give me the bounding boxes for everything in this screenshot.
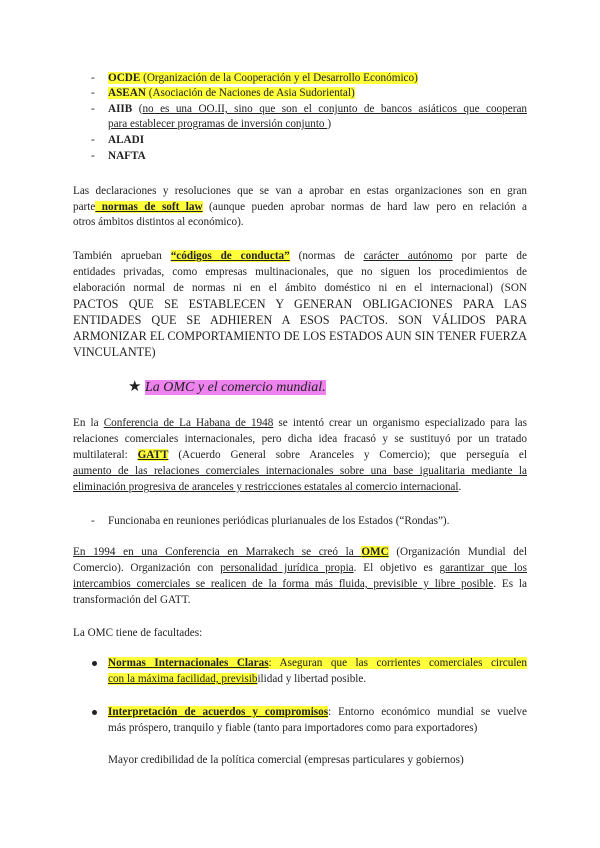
underlined-text: carácter autónomo: [363, 250, 453, 262]
list-item-aladi: ALADI: [108, 134, 145, 146]
text: multilateral:: [73, 449, 138, 461]
bullet-icon: [92, 710, 97, 715]
paragraph-line: [73, 249, 527, 264]
highlight-codigos: “códigos de conducta”: [170, 250, 290, 262]
paragraph-line: relaciones comerciales internacionales, pero dicha idea fracasó y se sustituyó por un tratado: [73, 433, 527, 445]
paragraph-line: PACTOS QUE SE ESTABLECEN Y GENERAN OBLIGACIONES PARA LAS: [73, 297, 527, 311]
text: (Acuerdo General sobre Aranceles y Comercio); que perseguía el: [168, 449, 527, 461]
underlined-text: garantizar que los: [439, 562, 527, 574]
highlighted-text: con la máxima facilidad, previsib: [108, 673, 258, 685]
paragraph-line: [73, 561, 527, 576]
paragraph-line: elaboración normal de normas ni en el ámbito doméstico ni en el internacional) (SON: [73, 282, 527, 294]
list-dash: -: [91, 103, 95, 115]
text: (aunque pueden aprobar normas de hard law pero en relación a: [202, 201, 527, 213]
underlined-text: En 1994 en una Conferencia en Marrakech se creó la: [73, 546, 362, 558]
list-desc: no es una OO.II, sino que son el conjunto de bancos asiáticos que cooperan: [142, 103, 527, 115]
underlined-text: intercambios comerciales se realicen de la forma más fluida, previsible y libre posible: [73, 578, 494, 590]
paragraph-line: transformación del GATT.: [73, 594, 191, 606]
bullet-line: más próspero, tranquilo y fiable (tanto para importadores como para exportadores): [108, 722, 478, 734]
list-item-nafta: NAFTA: [108, 150, 146, 162]
underlined-text: eliminación progresiva de aranceles y restricciones estatales al comercio internacional: [73, 481, 459, 493]
list-item-asean: [108, 86, 355, 101]
paragraph-line: La OMC tiene de facultades:: [73, 627, 203, 639]
paragraph-line: [73, 416, 527, 431]
highlight-gatt: GATT: [137, 449, 169, 461]
text: ilidad y libertad posible.: [257, 673, 367, 685]
paren: (: [132, 103, 143, 115]
highlight-normas: Normas Internacionales Claras: [108, 657, 269, 669]
list-dash: -: [91, 87, 95, 99]
text: . Es la: [493, 578, 527, 590]
highlight-interpretacion: Interpretación de acuerdos y compromisos: [108, 706, 329, 718]
bullet-line: [108, 656, 527, 671]
text: También aprueban: [73, 250, 171, 262]
list-desc: para establecer programas de inversión conjunto: [108, 118, 328, 130]
list-dash: -: [91, 515, 95, 527]
text: . El objetivo es: [353, 562, 440, 574]
text: (Organización Mundial del: [388, 546, 527, 558]
underlined-text: Conferencia de La Habana de 1948: [103, 417, 274, 429]
underlined-text: personalidad jurídica propia: [220, 562, 354, 574]
paragraph-line: ARMONIZAR EL COMPORTAMIENTO DE LOS ESTADOS AUN SIN TENER FUERZA: [73, 329, 527, 343]
bullet-icon: [92, 661, 97, 666]
paragraph-line: otros ámbitos distintos al económico).: [73, 216, 244, 228]
list-abbr: OCDE: [108, 72, 141, 84]
bullet-line: [108, 705, 527, 720]
bullet-line: Mayor credibilidad de la política comercial (empresas particulares y gobiernos): [108, 754, 464, 766]
list-dash: -: [91, 150, 95, 162]
text: .: [458, 481, 462, 493]
paragraph-line: [73, 448, 527, 463]
text: parte: [73, 201, 96, 213]
list-item-aiib: [108, 102, 527, 117]
text: (normas de: [289, 250, 364, 262]
paragraph-line: [73, 200, 527, 215]
paren: ): [327, 118, 332, 130]
list-desc: (Asociación de Naciones de Asia Sudoriental): [145, 87, 355, 99]
text: por parte de: [452, 250, 527, 262]
paragraph-line: entidades privadas, como empresas multinacionales, que no siguen los procedimientos de: [73, 266, 527, 278]
paragraph-line: Las declaraciones y resoluciones que se van a aprobar en estas organizaciones son en gran: [73, 185, 527, 197]
paragraph-line: [73, 480, 461, 495]
highlighted-text: : Aseguran que las corrientes comerciales circulen: [268, 657, 527, 669]
list-item-ocde: [108, 71, 418, 86]
text: Comercio). Organización con: [73, 562, 221, 574]
paragraph-line: [73, 577, 527, 592]
list-abbr: ASEAN: [108, 87, 146, 99]
highlight-soft-law: normas de soft law: [95, 201, 203, 213]
paragraph-line: ENTIDADES QUE SE ADHIEREN A ESOS PACTOS. SON VÁLIDOS PARA: [73, 313, 527, 327]
text: : Entorno económico mundial se vuelve: [328, 706, 527, 718]
text: En la: [73, 417, 104, 429]
section-heading: [128, 378, 326, 397]
star-icon: ★: [128, 379, 142, 395]
bullet-line: [108, 672, 366, 687]
highlight-omc: OMC: [361, 546, 389, 558]
paragraph-line: VINCULANTE): [73, 345, 156, 359]
paragraph-line: aumento de las relaciones comerciales internacionales sobre una base igualitaria mediante la: [73, 465, 527, 477]
text: se intentó crear un organismo especializado para las: [273, 417, 527, 429]
list-dash: -: [91, 72, 95, 84]
list-item-rondas: Funcionaba en reuniones periódicas plurianuales de los Estados (“Rondas”).: [108, 515, 450, 527]
heading-text: La OMC y el comercio mundial.: [144, 380, 326, 395]
paragraph-line: [73, 545, 527, 560]
list-dash: -: [91, 134, 95, 146]
list-desc: (Organización de la Cooperación y el Desarrollo Económico): [140, 72, 418, 84]
list-abbr: AIIB: [108, 103, 133, 115]
list-item-aiib-cont: [108, 117, 331, 132]
